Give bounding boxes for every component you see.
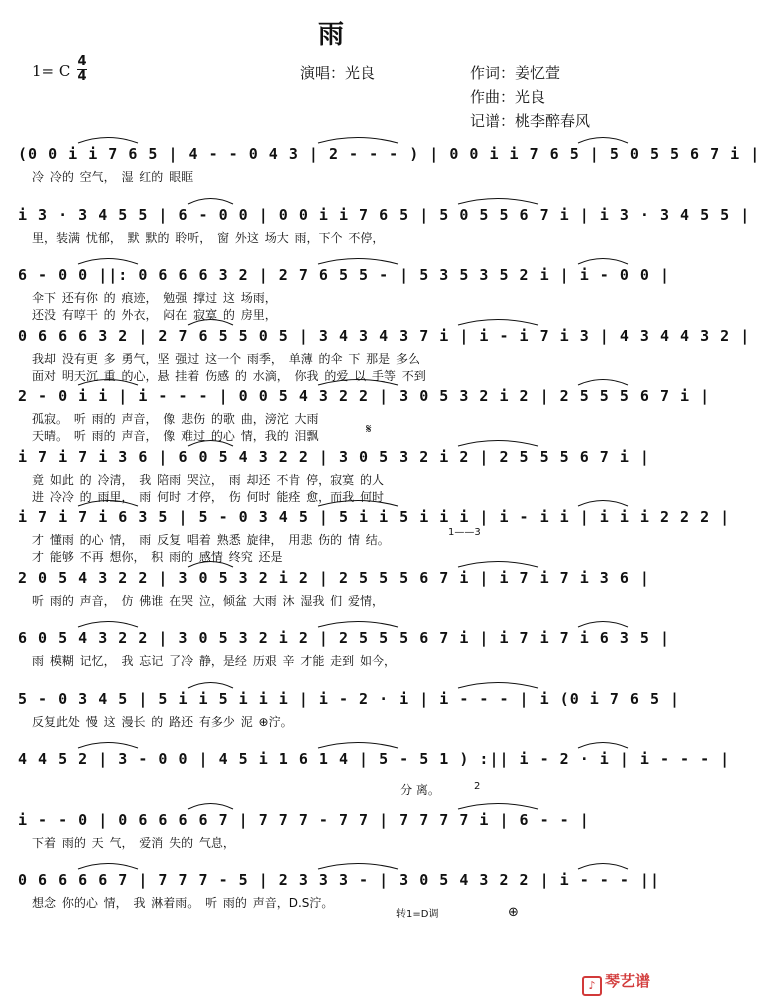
lyric-line-1: 下着 雨的 天 气， 爱消 失的 气息， (32, 835, 235, 850)
coda-sign: ⊕ (508, 905, 519, 920)
key-signature: 1= C (32, 62, 71, 80)
song-title: 雨 (317, 20, 344, 50)
lyric-line-1: 伞下 还有你 的 痕迹， 勉强 撑过 这 场雨， (32, 291, 277, 305)
notation-line: 6 0 5 4 3 2 2 | 3 0 5 3 2 i 2 | 2 5 5 5 6 7 i | i 7 i 7 i 6 3 5 | (18, 629, 670, 647)
lyric-line-1: 想念 你的心 情， 我 淋着雨。 听 雨的 声音，D.S泞。 (32, 896, 334, 910)
lyricist: 作词：姜忆萱 (470, 64, 561, 82)
notation-line: 0 6 6 6 3 2 | 2 7 6 5 5 0 5 | 3 4 3 4 3 7 i | i - i 7 i 3 | 4 3 4 4 3 2 | (18, 326, 751, 345)
notation-line: 2 - 0 i i | i - - - | 0 0 5 4 3 2 2 | 3 0 5 3 2 i 2 | 2 5 5 5 6 7 i | (18, 387, 711, 405)
notation-line: (0 0 i i 7 6 5 | 4 - - 0 4 3 | 2 - - - ) | 0 0 i i 7 6 5 | 5 0 5 5 6 7 i | (18, 145, 760, 163)
segno-sign: 𝄋 (366, 422, 372, 437)
notation-line: i 3 · 3 4 5 5 | 6 - 0 0 | 0 0 i i 7 6 5 | 5 0 5 5 6 7 i | i 3 · 3 4 5 5 | (18, 205, 751, 224)
time-signature-bottom: 4 (77, 69, 87, 84)
arranger: 记谱：桃李醉春风 (470, 112, 591, 130)
notation-line: 6 - 0 0 ||: 0 6 6 6 3 2 | 2 7 6 5 5 - | 5 3 5 3 5 2 i | i - 0 0 | (18, 266, 670, 284)
volta-2: 2 (474, 781, 481, 792)
lyric-line-1: 雨 模糊 记忆， 我 忘记 了冷 静，是经 历艰 辛 才能 走到 如今， (32, 654, 396, 668)
lyric-line-1: 听 雨的 声音， 仿 佛谁 在哭 泣，倾盆 大雨 沐 湿我 们 爱情， (32, 593, 384, 608)
lyric-line-1: 反复此处 慢 这 漫长 的 路还 有多少 泥 ⊕泞。 (32, 714, 293, 729)
lyric-line-1: 我却 没有更 多 勇气，坚 强过 这一个 雨季， 单薄 的伞 下 那是 多么 (32, 351, 420, 366)
lyric-line-center: 分 离。 (400, 783, 440, 797)
volta-1-3: 1——3 (448, 527, 481, 538)
lyric-line-1: 冷 冷的 空气， 湿 红的 眼眶 (32, 170, 194, 184)
time-signature (76, 55, 88, 84)
lyric-line-2: 还没 有啍干 的 外衣， 闷在 寂寞 的 房里， (32, 308, 277, 322)
lyric-line-1: 竟 如此 的 冷清， 我 陪雨 哭泣， 雨 却还 不肯 停，寂寞 的人 (32, 472, 384, 487)
notation-line: 2 0 5 4 3 2 2 | 3 0 5 3 2 i 2 | 2 5 5 5 6 7 i | i 7 i 7 i 3 6 | (18, 568, 650, 587)
piano-logo-icon: ♪ (582, 976, 602, 996)
lyric-line-2: 才 能够 不再 想你， 积 雨的 感情 终究 还是 (32, 550, 283, 564)
time-signature-top: 4 (77, 54, 87, 69)
lyric-line-1: 孤寂。 听 雨的 声音， 像 悲伤 的歌 曲，滂沱 大雨 (32, 412, 319, 426)
lyric-line-1: 才 懂雨 的心 情， 雨 反复 唱着 熟悉 旋律， 用悲 伤的 情 结。 (32, 533, 390, 547)
lyric-line-2: 进 冷冷 的 雨里， 雨 何时 才停， 伤 何时 能痊 愈，而我 何时 (32, 489, 384, 504)
notation-line: 5 - 0 3 4 5 | 5 i i 5 i i i | i - 2 · i | i - - - | i (0 i 7 6 5 | (18, 689, 681, 708)
notation-line: i 7 i 7 i 6 3 5 | 5 - 0 3 4 5 | 5 i i 5 i i i | i - i i | i i i 2 2 2 | (18, 508, 731, 526)
notation-line: 0 6 6 6 6 7 | 7 7 7 - 5 | 2 3 3 3 - | 3 0 5 4 3 2 2 | i - - - || (18, 871, 660, 889)
composer: 作曲：光良 (470, 88, 546, 106)
lyric-line-2: 面对 明天沉 重 的心，悬 挂着 伤感 的 水滴， 你我 的爱 以 手等 不到 (32, 368, 426, 383)
lyric-line-1: 里，装满 忧郁， 默 默的 聆听， 窗 外这 场大 雨，下个 不停， (32, 230, 385, 245)
notation-line: 4 4 5 2 | 3 - 0 0 | 4 5 i 1 6 1 4 | 5 - 5 1 ) :|| i - 2 · i | i - - - | (18, 750, 731, 768)
notation-line: i - - 0 | 0 6 6 6 6 7 | 7 7 7 - 7 7 | 7 7 7 7 i | 6 - - | (18, 810, 590, 829)
modulation-note: 转1=D调 (396, 909, 439, 920)
lyric-line-2: 天晴。 听 雨的 声音， 像 难过 的心 情，我的 泪飘 (32, 429, 319, 443)
singer: 演唱：光良 (300, 64, 376, 82)
watermark-text: 琴艺谱 (604, 972, 650, 990)
notation-line: i 7 i 7 i 3 6 | 6 0 5 4 3 2 2 | 3 0 5 3 2 i 2 | 2 5 5 5 6 7 i | (18, 447, 650, 466)
watermark (582, 970, 650, 996)
